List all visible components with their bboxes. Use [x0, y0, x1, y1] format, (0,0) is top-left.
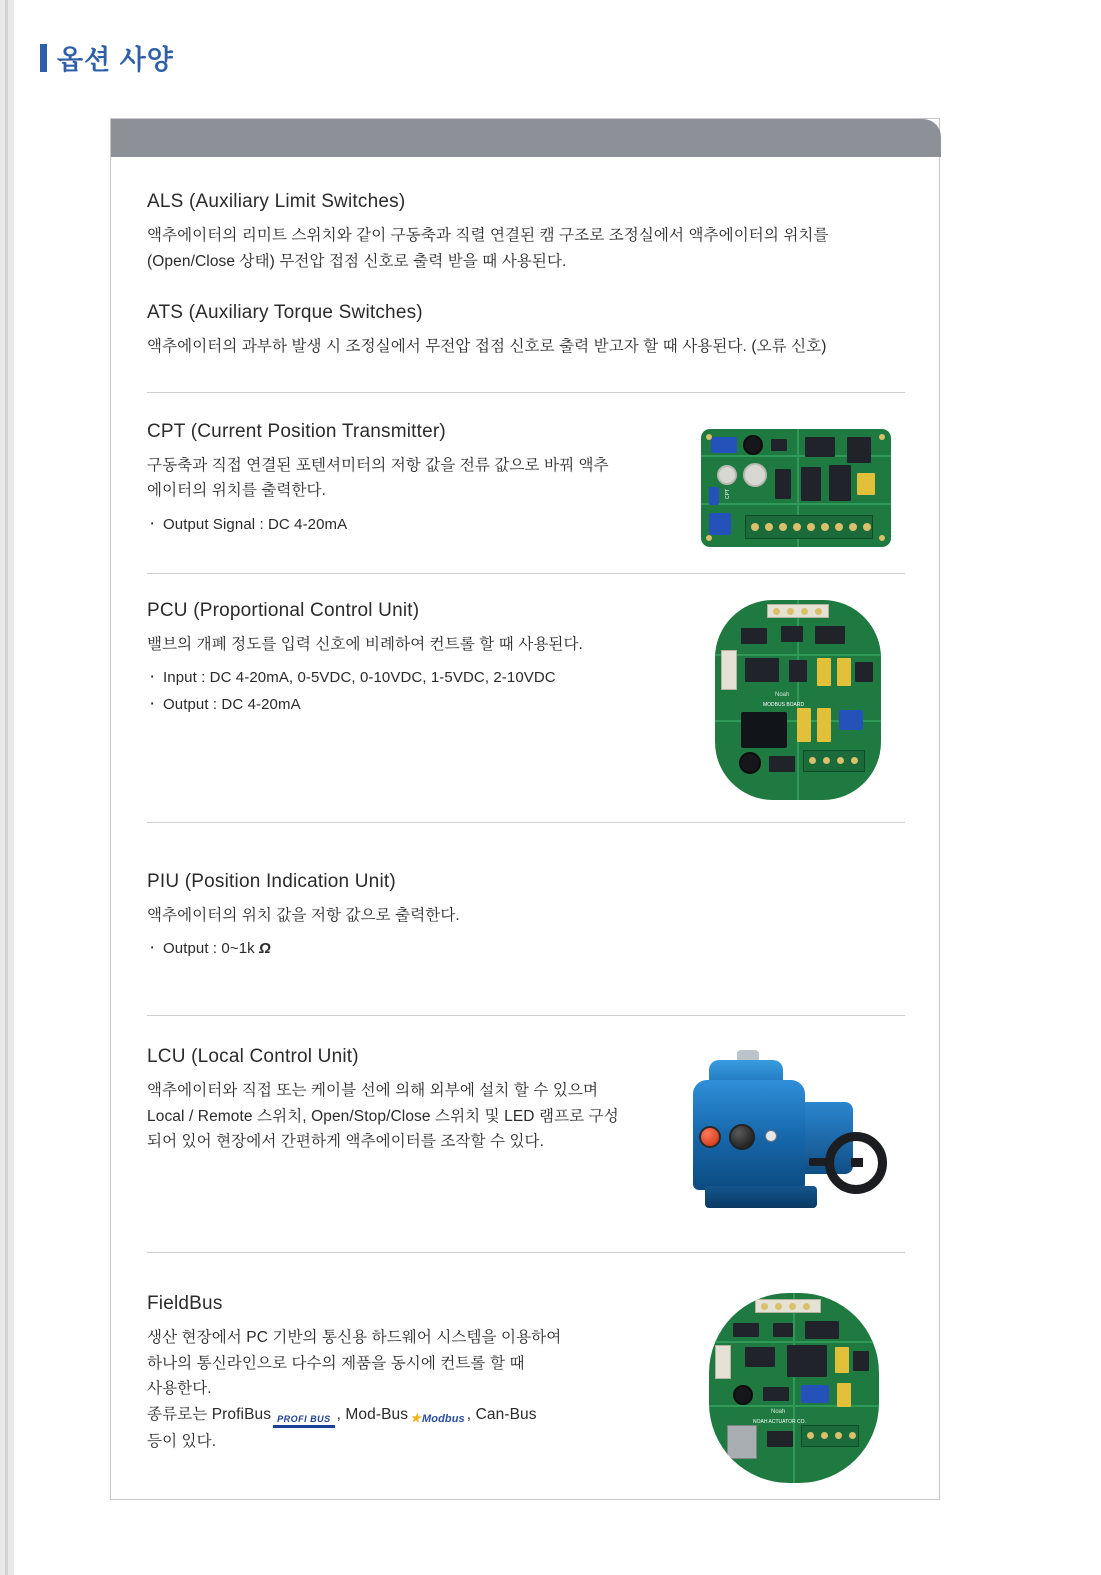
- fieldbus-bus-mid: , Mod-Bus: [336, 1405, 409, 1423]
- ats-title: ATS (Auxiliary Torque Switches): [147, 302, 423, 324]
- pcu-silk-brand: Noah: [775, 691, 790, 698]
- section-lcu: [111, 1016, 941, 1252]
- fieldbus-bus-end-line: 등이 있다.: [147, 1432, 217, 1450]
- als-title: ALS (Auxiliary Limit Switches): [147, 191, 406, 212]
- pcu-bullet-input: · Input : DC 4-20mA, 0-5VDC, 0-10VDC, 1-5VDC, 2-10VDC: [147, 669, 707, 686]
- piu-output-text: Output : 0~1k Ω: [163, 940, 271, 958]
- modbus-star-icon: ★: [410, 1410, 421, 1425]
- cpt-bullet-list: [147, 516, 617, 533]
- section-als: [111, 157, 941, 274]
- cpt-bullet-output-signal: · Output Signal : DC 4-20mA: [147, 516, 617, 533]
- pcu-description: 밸브의 개폐 정도를 입력 신호에 비례하여 컨트롤 할 때 사용된다.: [147, 635, 583, 653]
- ats-description: 액추에이터의 과부하 발생 시 조정실에서 무전압 접점 신호로 출력 받고자 할 때 사용된다. (오류 신호): [147, 338, 827, 356]
- page-title: [40, 38, 174, 77]
- piu-bullet-list: [147, 940, 905, 957]
- options-spec-panel: [110, 118, 940, 1500]
- lcu-description: 액추에이터와 직접 또는 케이블 선에 의해 외부에 설치 할 수 있으며 Local / Remote 스위치, Open/Stop/Close 스위치 및 LED 램프로 구성되어 있어 현장에서 간편하게 액추에이터를 조작할 수 있다.: [147, 1082, 619, 1151]
- section-fieldbus: [111, 1253, 941, 1523]
- fieldbus-bus-prefix: 종류로는 ProfiBus: [147, 1405, 272, 1423]
- panel-header-bar: [111, 119, 941, 157]
- piu-description: 액추에이터의 위치 값을 저항 값으로 출력한다.: [147, 906, 460, 924]
- cpt-description: 구동축과 직접 연결된 포텐셔미터의 저항 값을 전류 값으로 바꿔 액추에이터의 위치를 출력한다.: [147, 456, 609, 500]
- section-ats: [111, 280, 941, 392]
- pcu-title: PCU (Proportional Control Unit): [147, 599, 420, 621]
- lcu-actuator-photo: [665, 1046, 895, 1226]
- cpt-title: CPT (Current Position Transmitter): [147, 420, 446, 442]
- modbus-logo-icon: [410, 1409, 465, 1429]
- section-piu: [111, 823, 941, 1016]
- cpt-silk-label: CPT: [725, 488, 731, 499]
- piu-title: PIU (Position Indication Unit): [147, 870, 396, 892]
- fieldbus-bus-suffix: , Can-Bus: [466, 1405, 537, 1423]
- actuator-handwheel-spoke: [851, 1158, 863, 1167]
- cpt-board-photo: [701, 429, 891, 547]
- fieldbus-bus-types-line: [147, 1402, 617, 1429]
- left-edge-band: [0, 0, 14, 1575]
- fieldbus-silk-brand: Noah: [771, 1409, 786, 1416]
- fieldbus-board-photo: [709, 1293, 879, 1483]
- pcu-board-photo: [715, 600, 881, 800]
- pcu-bullet-list: [147, 669, 707, 713]
- fieldbus-description-line-1: 생산 현장에서 PC 기반의 통신용 하드웨어 시스템을 이용하여: [147, 1329, 562, 1347]
- section-cpt: [111, 393, 941, 573]
- fieldbus-title: FieldBus: [147, 1293, 223, 1315]
- modbus-logo-text: Modbus: [422, 1412, 465, 1425]
- profibus-logo-icon: PROFI BUS: [273, 1414, 335, 1428]
- piu-bullet-output: [147, 940, 905, 957]
- pcu-silk-sub: MODBUS BOARD: [763, 701, 805, 708]
- page-title-label: 옵션 사양: [57, 45, 174, 75]
- lcu-title: LCU (Local Control Unit): [147, 1046, 359, 1068]
- pcu-bullet-output: · Output : DC 4-20mA: [147, 696, 707, 713]
- panel-body: [111, 157, 941, 1501]
- section-pcu: [111, 574, 941, 822]
- page-title-accent-bar: [40, 44, 47, 72]
- fieldbus-silk-sub: NOAH ACTUATOR CO.: [753, 1419, 806, 1426]
- als-description: 액추에이터의 리미트 스위치와 같이 구동축과 직렬 연결된 캠 구조로 조정실에서 액추에이터의 위치를 (Open/Close 상태) 무전압 접점 신호로 출력 받을 때 사용된다.: [147, 227, 829, 270]
- fieldbus-description-line-2: 하나의 통신라인으로 다수의 제품을 동시에 컨트롤 할 때: [147, 1354, 525, 1372]
- left-edge-band-line: [5, 0, 8, 1575]
- actuator-base: [705, 1186, 817, 1208]
- fieldbus-description-line-3: 사용한다.: [147, 1380, 212, 1398]
